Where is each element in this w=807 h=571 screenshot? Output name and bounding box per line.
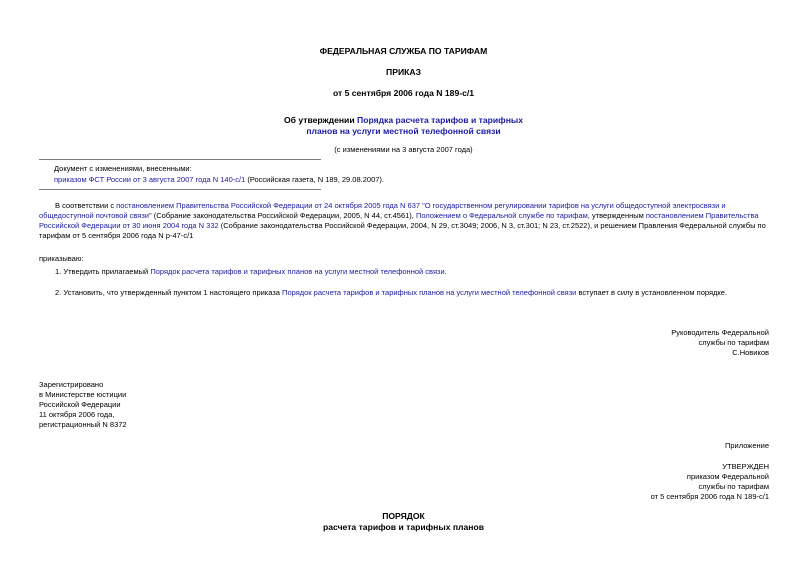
- divider-top: [39, 159, 321, 160]
- title-prefix: Об утверждении: [283, 115, 358, 125]
- item1-text-b: .: [444, 267, 447, 276]
- item1-procedure-link[interactable]: Порядок расчета тарифов и тарифных планов на услуги местной телефонной связи: [150, 267, 445, 276]
- appendix-approved: УТВЕРЖДЕН: [722, 462, 769, 471]
- registration-line-1: Зарегистрировано: [39, 380, 104, 389]
- amendments-line: [54, 175, 614, 185]
- registration-line-3: Российской Федерации: [39, 400, 121, 409]
- signature-line-2: службы по тарифам: [698, 338, 769, 347]
- preamble-text-c: , утвержденным: [587, 211, 646, 220]
- registration-line-2: в Министерстве юстиции: [39, 390, 127, 399]
- signature-name: С.Новиков: [732, 348, 769, 357]
- appendix-approval-block: [651, 462, 769, 502]
- order-word: приказываю:: [39, 254, 84, 263]
- item1-text-a: 1. Утвердить прилагаемый: [55, 267, 151, 276]
- preamble-text-b: (Собрание законодательства Российской Федерации, 2005, N 44, ст.4561),: [151, 211, 416, 220]
- order-item-1: [55, 267, 768, 277]
- document-title: [0, 115, 807, 137]
- government-decree-637-link[interactable]: постановлением Правительства Российской Федерации от 24 октября 2005 года N 637 "О государственном регулировании тарифов на услуги общедоступной электросвязи и общедоступной почтовой связи": [39, 201, 726, 220]
- order-item-2: [55, 288, 768, 298]
- document-type: ПРИКАЗ: [386, 67, 421, 77]
- preamble-paragraph: [39, 201, 768, 241]
- title-link-procedure-cont[interactable]: планов на услуги местной телефонной связи: [306, 126, 501, 136]
- amendment-source: (Российская газета, N 189, 29.08.2007).: [245, 175, 384, 184]
- registration-block: [39, 380, 127, 430]
- government-decree-332-link[interactable]: постановлением Правительства Российской Федерации от 30 июня 2004 года N 332: [39, 211, 759, 230]
- amendment-order-link[interactable]: приказом ФСТ России от 3 августа 2007 года N 140-с/1: [54, 175, 246, 184]
- appendix-label: Приложение: [725, 441, 769, 450]
- preamble-text-a: В соответствии с: [55, 201, 117, 210]
- item2-text-b: вступает в силу в установленном порядке.: [576, 288, 728, 297]
- item2-procedure-link[interactable]: Порядок расчета тарифов и тарифных планов на услуги местной телефонной связи: [282, 288, 577, 297]
- appendix-line-3: от 5 сентября 2006 года N 189-с/1: [650, 492, 769, 501]
- procedure-subtitle: расчета тарифов и тарифных планов: [322, 522, 485, 532]
- signature-line-1: Руководитель Федеральной: [671, 328, 769, 337]
- document-date-number: от 5 сентября 2006 года N 189-с/1: [332, 88, 475, 98]
- preamble-text-d: (Собрание законодательства Российской Федерации, 2004, N 29, ст.3049; 2006, N 3, ст.301; N 23, ст.2522), и решением Правления Федеральной службы по тарифам от 5 сентября 2006 года N р-47-с/1: [39, 221, 766, 240]
- procedure-title: ПОРЯДОК: [382, 511, 425, 521]
- divider-bottom: [39, 189, 321, 190]
- amendments-intro: Документ с изменениями, внесенными:: [54, 164, 192, 173]
- registration-line-5: регистрационный N 8372: [39, 420, 127, 429]
- fst-regulation-link[interactable]: Положением о Федеральной службе по тарифам: [415, 211, 588, 220]
- item2-text-a: 2. Установить, что утвержденный пунктом 1 настоящего приказа: [55, 288, 283, 297]
- signature-block: [671, 328, 769, 358]
- appendix-line-2: службы по тарифам: [698, 482, 769, 491]
- title-link-procedure[interactable]: Порядка расчета тарифов и тарифных: [357, 115, 523, 125]
- agency-name: ФЕДЕРАЛЬНАЯ СЛУЖБА ПО ТАРИФАМ: [319, 46, 488, 56]
- registration-line-4: 11 октября 2006 года,: [39, 410, 115, 419]
- appendix-line-1: приказом Федеральной: [686, 472, 769, 481]
- changes-note: (с изменениями на 3 августа 2007 года): [334, 145, 473, 154]
